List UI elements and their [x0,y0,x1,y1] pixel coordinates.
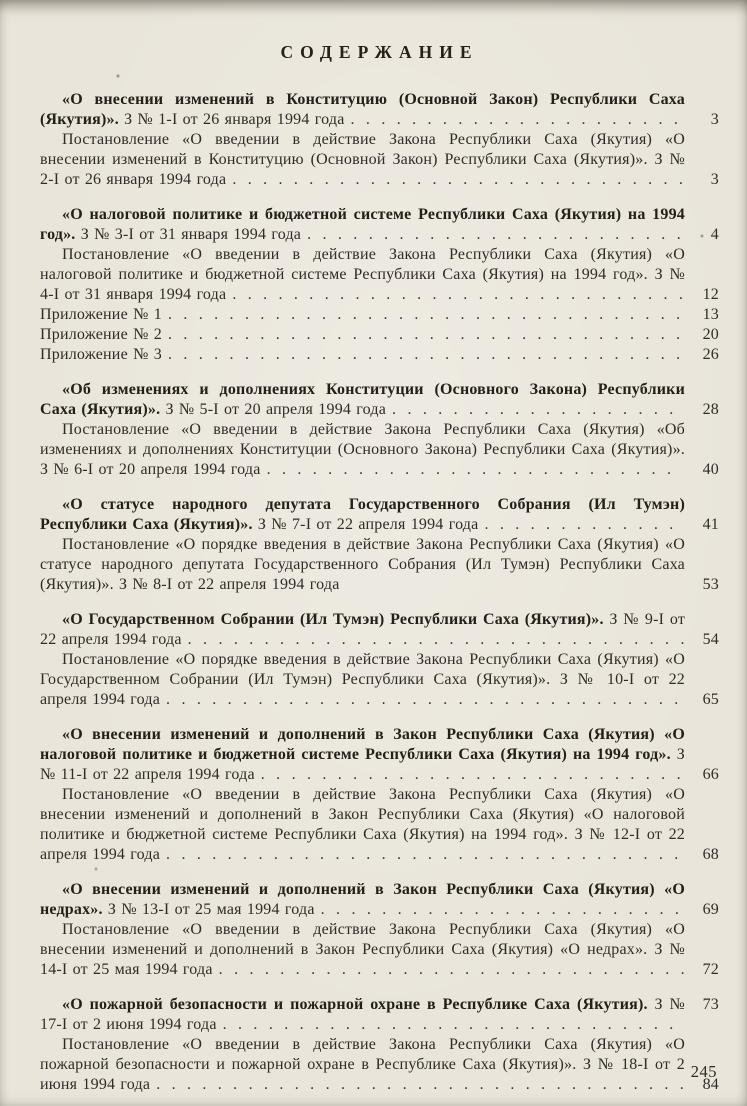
entry-reference-text: З № 1-I от 26 января 1994 года [118,111,345,128]
toc-group [40,995,719,1095]
toc-group [40,495,719,595]
entry-reference-text: Постановление «О введении в действие Закона Республики Саха (Якутия) «О внесении изменений и дополнений в Закон Республики Саха (Якутия) «О недрах». З № 14-I от 25 мая 1994 года [40,921,685,978]
toc-entry [40,245,719,305]
dot-leader: . . . . . . . . . . . . . . . . . . . . . . . . . . . . . . . . . . . [156,1076,684,1093]
toc-entry [40,345,719,365]
toc-group [40,725,719,865]
toc-entry [40,495,719,535]
toc-entry [40,535,719,595]
entry-reference-text: З № 3-I от 31 января 1994 года [75,226,302,243]
toc-entry [40,725,719,785]
toc-group [40,610,719,710]
dot-leader: . . . . . . . . . . . . . [484,516,674,533]
dot-leader: . . . . . . . . . . . . . . . . . . . . . . . . . . . . . . [232,171,684,188]
page-number: 245 [690,1062,717,1081]
entry-page-number: 54 [702,631,719,648]
toc-group [40,205,719,365]
entry-page-number: 26 [702,346,719,363]
dot-leader: . . . . . . . . . . . . . . . . . . . . . . . . . . . . [260,766,681,783]
dot-leader: . . . . . . . . . . . . . . . . . . . . . . . . . . . . . . [232,286,684,303]
entry-reference-text: Постановление «О введении в действие Закона Республики Саха (Якутия) «О налоговой политике и бюджетной системе Республики Саха (Якутия) на 1994 год». З № 4-I от 31 января 1994 года [40,246,685,303]
entry-page-number: 69 [702,901,719,918]
dot-leader: . . . . . . . . . . . . . . . . . . . . . . . . . . . . . . . . . . [166,846,679,863]
entry-page-number: 66 [702,766,719,783]
dot-leader: . . . . . . . . . . . . . . . . . . . . . . . . . . . . . . . [218,961,685,978]
page-title: СОДЕРЖАНИЕ [280,42,479,62]
entry-reference-text: Постановление «О введении в действие Закона Республики Саха (Якутия) «О пожарной безопасности и пожарной охране в Республике Саха (Якутия)». З № 18-I от 2 июня 1994 года [40,1036,685,1093]
dot-leader: . . . . . . . . . . . . . . . . . . . [392,401,674,418]
entry-reference-text: Постановление «О введении в действие Закона Республики Саха (Якутия) «О внесении изменений в Конституцию (Основной Закон) Республики Саха (Якутия)». З № 2-I от 26 января 1994 года [40,131,685,188]
dot-leader: . . . . . . . . . . . . . . . . . . . . . . . . . . . . . . . . . [187,631,685,648]
toc-group [40,90,719,190]
dot-leader: . . . . . . . . . . . . . . . . . . . . . . . . . . . . . . . . . . [166,691,679,708]
toc-entry [40,130,719,190]
toc-entry [40,380,719,420]
entry-page-number: 84 [702,1076,719,1093]
dot-leader: . . . . . . . . . . . . . . . . . . . . . . . . . . . [266,461,672,478]
toc [40,90,719,1095]
dot-leader: . . . . . . . . . . . . . . . . . . . . . . . . . . . . . . . . . . [167,346,681,363]
toc-entry [40,205,719,245]
entry-page-number: 4 [710,226,719,243]
entry-reference-text: Приложение № 3 [40,346,162,363]
entry-reference-text: Постановление «О порядке введения в действие Закона Республики Саха (Якутия) «О Государственном Собрании (Ил Тумэн) Республики Саха (Якутия)». З № 10-I от 22 апреля 1994 года [40,651,685,708]
toc-entry [40,650,719,710]
entry-reference-text: Постановление «О введении в действие Закона Республики Саха (Якутия) «Об изменениях и дополнениях Конституции (Основного Закона) Республики Саха (Якутия)». З № 6-I от 20 апреля 1994 года [40,421,685,478]
entry-page-number: 41 [702,516,719,533]
entry-law-title: «О Государственном Собрании (Ил Тумэн) Республики Саха (Якутия)». [62,611,604,628]
toc-entry [40,1035,719,1095]
entry-reference-text: Постановление «О порядке введения в действие Закона Республики Саха (Якутия) «О статусе народного депутата Государственного Собрания (Ил Тумэн) Республики Саха (Якутия)». З № 8-I от 22 апреля 1994 года [40,536,685,593]
entry-reference-text: З № 17-I от 2 июня 1994 года [40,996,685,1033]
dot-leader: . . . . . . . . . . . . . . . . . . . . . . [350,111,679,128]
entry-reference-text: З № 13-I от 25 мая 1994 года [102,901,315,918]
toc-entry [40,920,719,980]
toc-entry [40,880,719,920]
toc-entry [40,610,719,650]
entry-reference-text: Постановление «О введении в действие Закона Республики Саха (Якутия) «О внесении изменений и дополнений в Закон Республики Саха (Якутия) «О налоговой политике и бюджетной системе Республики Саха (Якутия) на 1994 год». З № 12-I от 22 апреля 1994 года [40,786,685,863]
entry-page-number: 28 [702,401,719,418]
entry-page-number: 3 [710,171,719,188]
entry-page-number: 73 [702,996,719,1013]
entry-page-number: 65 [702,691,719,708]
dot-leader: . . . . . . . . . . . . . . . . . . . . . . . . . [307,226,681,243]
toc-entry [40,995,719,1035]
entry-law-title: «О налоговой политике и бюджетной системе Республики Саха (Якутия) на 1994 год». [40,206,685,243]
entry-page-number: 72 [702,961,719,978]
entry-page-number: 20 [702,326,719,343]
entry-law-title: «О статусе народного депутата Государственного Собрания (Ил Тумэн) Республики Саха (Якутия)». [40,496,685,533]
entry-reference-text: З № 11-I от 22 апреля 1994 года [40,746,685,783]
toc-entry [40,325,719,345]
entry-law-title: «О внесении изменений и дополнений в Закон Республики Саха (Якутия) «О недрах». [40,881,685,918]
entry-reference-text: З № 5-I от 20 апреля 1994 года [160,401,387,418]
dot-leader: . . . . . . . . . . . . . . . . . . . . . . . . . . . . . . [222,1016,674,1033]
toc-group [40,880,719,980]
toc-entry [40,90,719,130]
entry-law-title: «Об изменениях и дополнениях Конституции (Основного Закона) Республики Саха (Якутия)». [40,381,685,418]
entry-law-title: «О внесении изменений и дополнений в Закон Республики Саха (Якутия) «О налоговой политике и бюджетной системе Республики Саха (Якутия) на 1994 год». [40,726,685,763]
entry-law-title: «О внесении изменений в Конституцию (Основной Закон) Республики Саха (Якутия)». [40,91,685,128]
entry-reference-text: Приложение № 2 [40,326,162,343]
entry-law-title: «О пожарной безопасности и пожарной охране в Республике Саха (Якутия). [62,996,648,1013]
dot-leader: . . . . . . . . . . . . . . . . . . . . . . . . . . . . . . . . . . [167,326,681,343]
toc-entry [40,785,719,865]
toc-entry [40,305,719,325]
dot-leader: . . . . . . . . . . . . . . . . . . . . . . . . . . . . . . . . . . [167,306,681,323]
entry-page-number: 12 [702,286,719,303]
entry-reference-text: З № 9-I от 22 апреля 1994 года [40,611,686,648]
entry-page-number: 40 [702,461,719,478]
entry-reference-text: З № 7-I от 22 апреля 1994 года [252,516,479,533]
entry-page-number: 53 [702,576,719,593]
entry-page-number: 3 [710,111,719,128]
entry-reference-text: Приложение № 1 [40,306,162,323]
toc-group [40,380,719,480]
entry-page-number: 68 [702,846,719,863]
toc-entry [40,420,719,480]
entry-page-number: 13 [702,306,719,323]
dot-leader: . . . . . . . . . . . . . . . . . . . . . . . . [320,901,680,918]
